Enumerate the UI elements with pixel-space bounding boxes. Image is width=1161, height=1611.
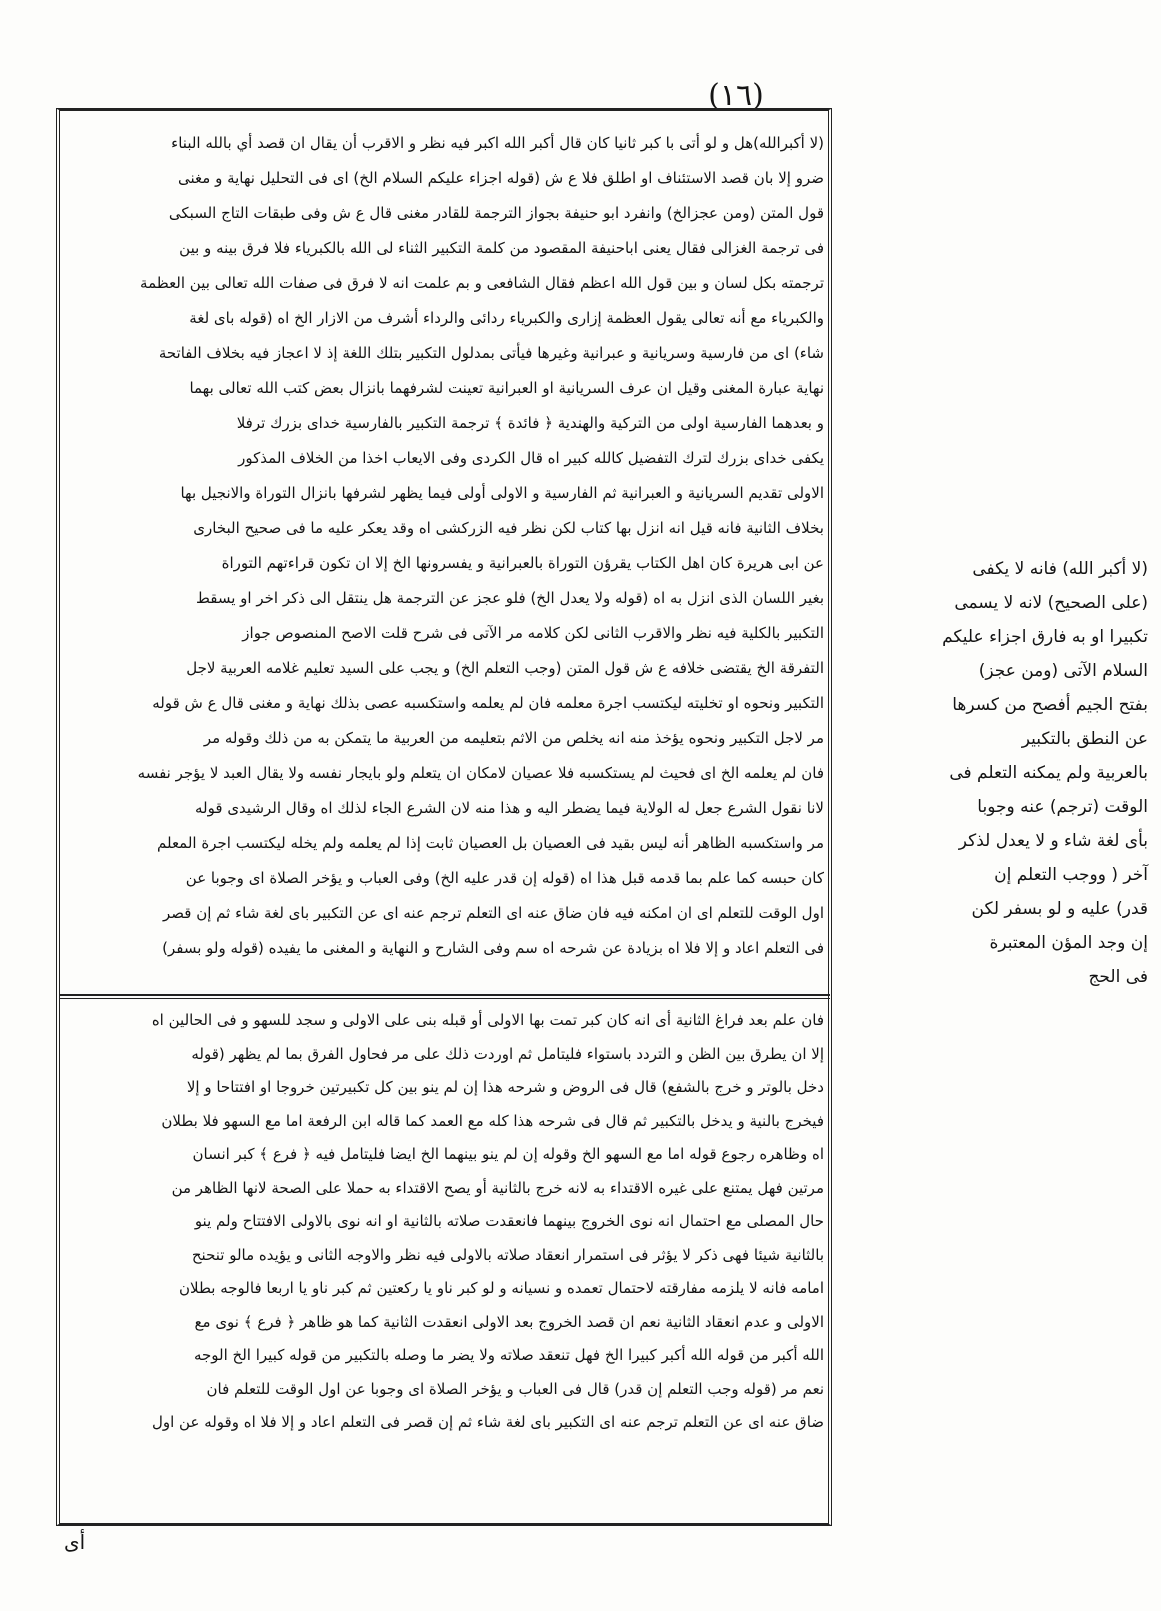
text-line: فى التعلم اعاد و إلا فلا اه بزيادة عن شرحه اه سم وفى الشارح و النهاية و المغنى ما يفيده (قوله ولو بسفر) — [162, 939, 824, 957]
text-line: نعم مر (قوله وجب التعلم إن قدر) قال فى العباب و يؤخر الصلاة اى وجوبا عن اول الوقت للتعلم فان — [206, 1379, 824, 1398]
text-line: الاولى تقديم السريانية و العبرانية ثم الفارسية و الاولى أولى فيما يظهر لشرفها بانزال التوراة والانجيل بها — [180, 484, 824, 502]
margin-line: فى الحج — [1088, 967, 1148, 987]
margin-line: بفتح الجيم أفصح من كسرها — [952, 695, 1148, 715]
text-line: (لا أكبرالله)هل و لو أتى با كبر ثانيا كان قال أكبر الله اكبر فيه نظر و الاقرب أن يقال ان قصد أي بالله البناء — [171, 134, 824, 152]
text-line: حال المصلى مع احتمال انه نوى الخروج بينهما فانعقدت صلاته بالثانية او انه نوى بالاولى الافتتاح ولم ينو — [194, 1212, 824, 1230]
margin-line: قدر) عليه و لو بسفر لكن — [971, 899, 1148, 919]
text-line: إلا ان يطرق بين الظن و التردد باستواء فليتامل ثم اوردت ذلك على مر فحاول الفرق بما لم يظهر (قوله — [191, 1044, 824, 1063]
text-line: الله أكبر من قوله الله أكبر كبيرا الخ فهل تنعقد صلاته ولا يضر ما وصله بالتكبير من قوله كبيرا الخ الوجه — [193, 1346, 824, 1364]
page-number: (١٦) — [708, 78, 764, 113]
text-line: مرتين فهل يمتنع على غيره الاقتداء به لانه خرج بالثانية أو يصح الاقتداء به حملا على الصحة لانها الظاهر من — [171, 1178, 824, 1197]
text-line: يكفى خداى بزرك لترك التفضيل كالله كبير اه قال الكردى وفى الايعاب اخذا من الخلاف المذكور — [238, 449, 824, 467]
text-line: اه وظاهره رجوع قوله اما مع السهو الخ وقوله إن لم ينو بينهما الخ ايضا فليتامل فيه ﴿ فرع ﴾ كبر انسان — [192, 1145, 824, 1163]
text-line: ترجمته بكل لسان و بين قول الله اعظم فقال الشافعى و بم علمت انه لا فرق فى صفات الله تعالى بين العظمة — [140, 274, 824, 292]
text-line: ضرو إلا بان قصد الاستئناف او اطلق فلا ع ش (قوله اجزاء عليكم السلام الخ) اى فى التحليل نهاية و مغنى — [178, 169, 824, 187]
text-line: فيخرج بالنية و يدخل بالتكبير ثم قال فى شرحه هذا كله مع العمد كما قاله ابن الرفعة اما مع السهو فلا بطلان — [161, 1111, 824, 1130]
text-line: ضاق عنه اى عن التعلم ترجم عنه اى التكبير باى لغة شاء ثم إن قصر فى التعلم اعاد و إلا فلا اه وقوله عن اول — [151, 1413, 824, 1431]
text-line: فى ترجمة الغزالى فقال يعنى اباحنيفة المقصود من كلمة التكبير الثناء لى الله بالكبرياء فلا فرق بينه و بين — [179, 239, 824, 257]
text-line: اول الوقت للتعلم اى ان امكنه فيه فان ضاق عنه اى التعلم ترجم عنه اى عن التكبير باى لغة شاء ثم إن قصر — [162, 904, 824, 922]
margin-line: (لا أكبر الله) فانه لا يكفى — [972, 559, 1148, 579]
text-line: التكبير بالكلية فيه نظر والاقرب الثانى لكن كلامه مر الآتى فى شرح قلت الاصح المنصوص جواز — [242, 624, 824, 642]
margin-line: تكبيرا او به فارق اجزاء عليكم — [942, 627, 1148, 647]
margin-line: إن وجد المؤن المعتبرة — [989, 933, 1148, 953]
margin-line: الوقت (ترجم) عنه وجوبا — [977, 797, 1148, 817]
text-line: لانا نقول الشرع جعل له الولاية فيما يضطر اليه و هذا منه لان الشرع الجاء لذلك اه وقال الرشيدى قوله — [195, 799, 824, 817]
text-line: قول المتن (ومن عجزالخ) وانفرد ابو حنيفة بجواز الترجمة للقادر مغنى قال ع ش وفى طبقات التاج السبكى — [168, 204, 824, 222]
margin-line: السلام الآتى (ومن عجز) — [978, 661, 1148, 681]
text-line: و بعدهما الفارسية اولى من التركية والهندية ﴿ فائدة ﴾ ترجمة التكبير بالفارسية خداى بزرك ترفلا — [236, 414, 824, 432]
text-line: مر لاجل التكبير ونحوه يؤخذ منه انه يخلص من الاثم بتعليمه من العربية ما يتمكن به من ذلك وقوله مر — [203, 729, 824, 747]
text-line: فان علم بعد فراغ الثانية أى انه كان كبر تمت بها الاولى أو قبله بنى على الاولى و سجد للسهو و فى الحالين اه — [151, 1011, 824, 1029]
section-divider — [60, 994, 830, 999]
margin-note — [846, 552, 1148, 994]
text-line: بالثانية شيئا فهى ذكر لا يؤثر فى استمرار انعقاد صلاته بالاولى فيه نظر والاوجه الثانى و يؤيده مالو تنحنح — [191, 1245, 824, 1264]
text-line: شاء) اى من فارسية وسريانية و عبرانية وغيرها فيأتى بمدلول التكبير بتلك اللغة إذ لا اعجاز فيه بخلاف الفاتحة — [158, 344, 824, 362]
text-line: الاولى و عدم انعقاد الثانية نعم ان قصد الخروج بعد الاولى انعقدت الثانية كما هو ظاهر ﴿ فرع ﴾ نوى مع — [194, 1312, 824, 1331]
text-line: مر واستكسبه الظاهر أنه ليس بقيد فى العصيان بل العصيان ثابت إذا لم يعلمه ولم يخله ليكتسب اجرة المعلم — [157, 834, 824, 852]
text-line: امامه فانه لا يلزمه مفارقته لاحتمال تعمده و نسيانه و لو كبر ناو يا ركعتين ثم كبر ناو يا اربعا فالوجه بطلان — [179, 1279, 824, 1297]
text-line: نهاية عبارة المغنى وقيل ان عرف السريانية او العبرانية تعينت لشرفهما بانزال بعض كتب الله تعالى بهما — [189, 379, 824, 397]
commentary-lower-block — [68, 1004, 824, 1508]
text-line: دخل بالوتر و خرج بالشفع) قال فى الروض و شرحه هذا إن لم ينو بين كل تكبيرتين خروجا او افتتاحا و إلا — [186, 1078, 824, 1096]
margin-line: عن النطق بالتكبير — [1021, 729, 1148, 749]
text-line: عن ابى هريرة كان اهل الكتاب يقرؤن التوراة بالعبرانية و يفسرونها الخ إلا ان تكون قراءتهم التوراة — [221, 554, 824, 572]
text-line: والكبرياء مع أنه تعالى يقول العظمة إزارى والكبرياء ردائى والرداء أشرف من الازار الخ اه (قوله باى لغة — [189, 309, 824, 327]
margin-line: (على الصحيح) لانه لا يسمى — [954, 593, 1148, 613]
catchword: أى — [64, 1530, 86, 1554]
margin-line: بالعربية ولم يمكنه التعلم فى — [949, 763, 1148, 783]
text-line: كان حبسه كما علم بما قدمه قبل هذا اه (قوله إن قدر عليه الخ) وفى العباب و يؤخر الصلاة اى وجوبا عن — [185, 869, 824, 887]
text-line: التكبير ونحوه او تخليته ليكتسب اجرة معلمه فان لم يعلمه واستكسبه عصى بذلك نهاية و مغنى قال ع ش قوله — [152, 694, 824, 712]
text-line: فان لم يعلمه الخ اى فحيث لم يستكسبه فلا عصيان لامكان ان يتعلم ولو بايجار نفسه ولا يقال العبد لا يؤجر نفسه — [137, 764, 824, 782]
text-line: بخلاف الثانية فانه قيل انه انزل بها كتاب لكن نظر فيه الزركشى اه وقد يعكر عليه ما فى صحيح البخارى — [193, 519, 824, 537]
text-line: بغير اللسان الذى انزل به اه (قوله ولا يعدل الخ) فلو عجز عن الترجمة هل ينتقل الى ذكر اخر او يسقط — [196, 589, 824, 607]
text-line: التفرقة الخ يقتضى خلافه ع ش قول المتن (وجب التعلم الخ) و يجب على السيد تعليم غلامه العربية لاجل — [186, 659, 824, 677]
margin-line: آخر ( ووجب التعلم إن — [994, 865, 1148, 885]
margin-line: بأى لغة شاء و لا يعدل لذكر — [958, 831, 1148, 851]
commentary-upper-block — [68, 126, 824, 984]
